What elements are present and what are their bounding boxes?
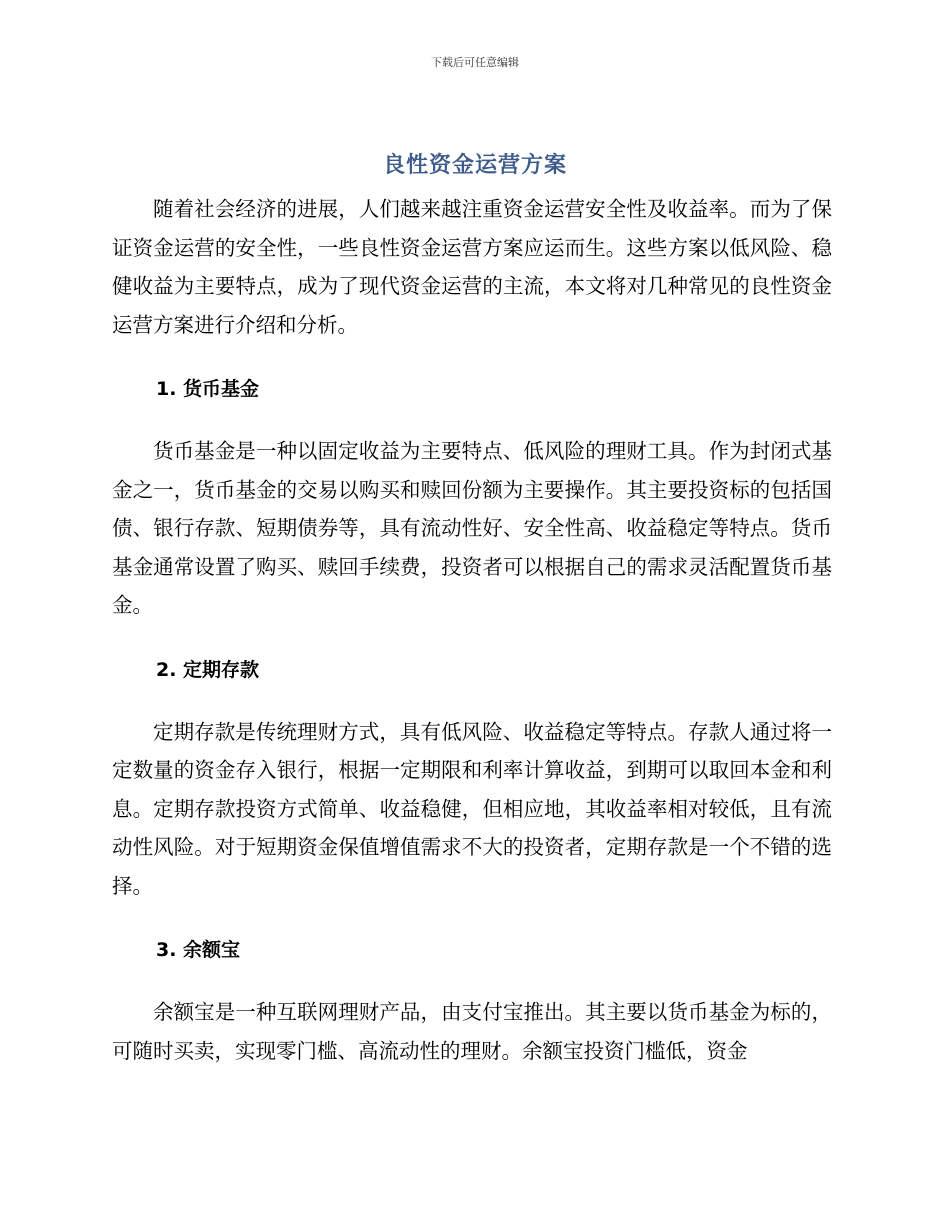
intro-paragraph: 随着社会经济的进展，人们越来越注重资金运营安全性及收益率。而为了保证资金运营的安全性，一些良性资金运营方案应运而生。这些方案以低风险、稳健收益为主要特点，成为了现代资金运营的主流，本文将对几种常见的良性资金运营方案进行介绍和分析。 <box>112 197 832 337</box>
document-body <box>112 190 832 1070</box>
section-heading-money-fund: 1. 货币基金 <box>156 378 260 400</box>
section-body-yuebao: 余额宝是一种互联网理财产品，由支付宝推出。其主要以货币基金为标的，可随时买卖，实现零门槛、高流动性的理财。余额宝投资门槛低，资金 <box>112 1000 832 1063</box>
section-heading-fixed-deposit: 2. 定期存款 <box>156 658 260 681</box>
section-body-fixed-deposit: 定期存款是传统理财方式，具有低风险、收益稳定等特点。存款人通过将一定数量的资金存入银行，根据一定期限和利率计算收益，到期可以取回本金和利息。定期存款投资方式简单、收益稳健，但相应地，其收益率相对较低，且有流动性风险。对于短期资金保值增值需求不大的投资者，定期存款是一个不错的选择。 <box>112 719 832 898</box>
header-note: 下载后可任意编辑 <box>431 56 519 69</box>
section-heading-yuebao: 3. 余额宝 <box>156 939 241 961</box>
document-title: 良性资金运营方案 <box>382 153 567 178</box>
section-body-money-fund: 货币基金是一种以固定收益为主要特点、低风险的理财工具。作为封闭式基金之一，货币基金的交易以购买和赎回份额为主要操作。其主要投资标的包括国债、银行存款、短期债券等，具有流动性好、安全性高、收益稳定等特点。货币基金通常设置了购买、赎回手续费，投资者可以根据自己的需求灵活配置货币基金。 <box>112 439 832 617</box>
